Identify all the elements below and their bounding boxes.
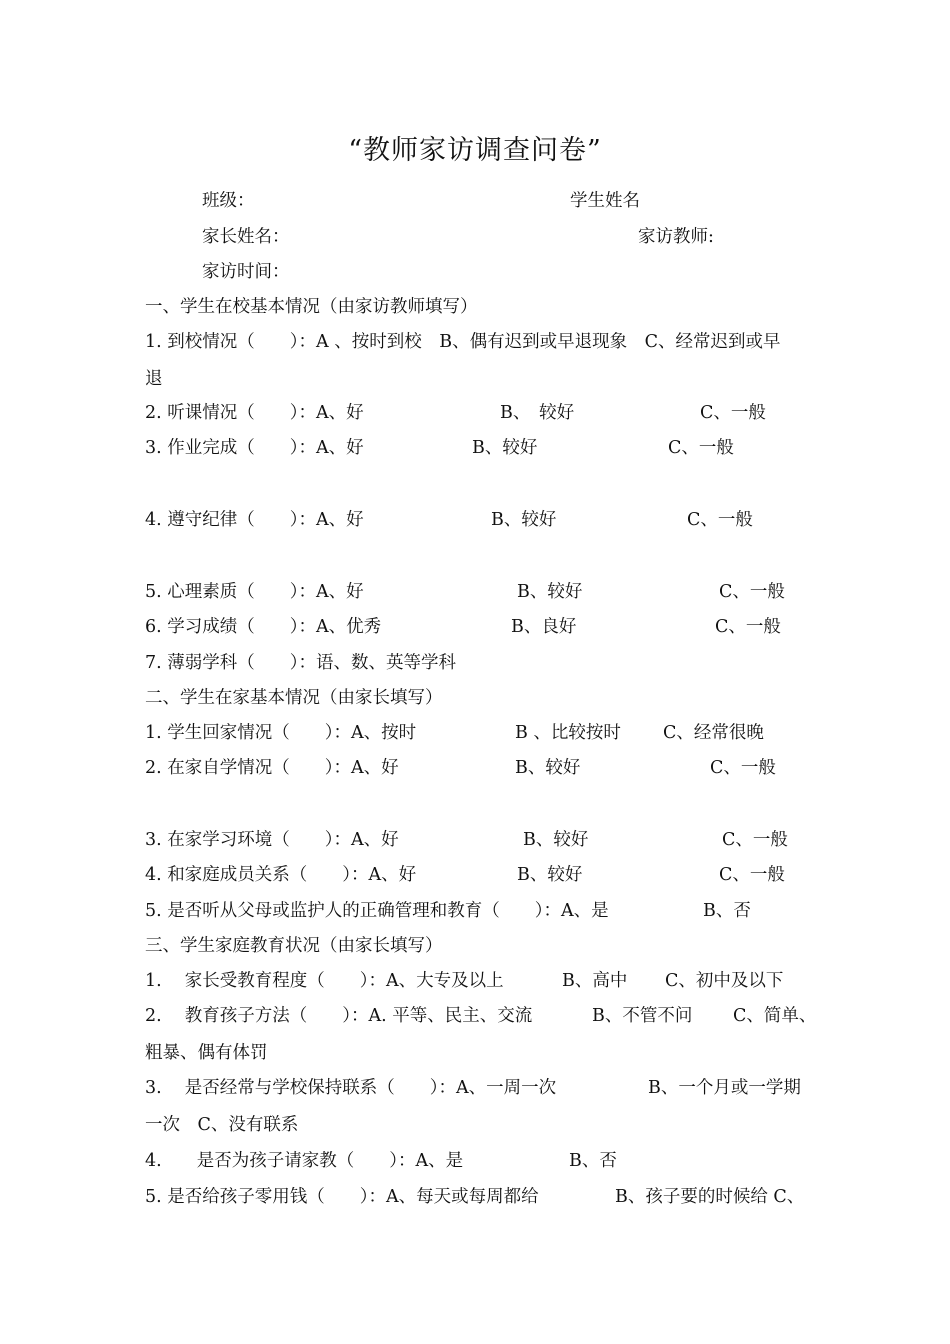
s1-q4-option-c: C、一般 <box>687 510 753 530</box>
s1-q1-cont: 退 <box>145 369 163 389</box>
s2-q2-stem: 2. 在家自学情况（ ）：A、好 <box>145 758 399 778</box>
visiting-teacher-label: 家访教师: <box>638 227 714 247</box>
s3-q2-option-c: C、简单、 <box>733 1006 817 1026</box>
s3-q4-option-b: B、否 <box>569 1151 617 1171</box>
s3-q3-cont: 一次 C、没有联系 <box>145 1115 299 1135</box>
s2-q3-option-b: B、较好 <box>523 830 589 850</box>
student-name-label: 学生姓名 <box>570 191 640 211</box>
parent-name-label: 家长姓名： <box>202 227 290 247</box>
s3-q2-stem: 2. 教育孩子方法（ ）：A. 平等、民主、交流 <box>145 1006 533 1026</box>
s3-q5-stem: 5. 是否给孩子零用钱（ ）：A、每天或每周都给 <box>145 1187 539 1207</box>
s1-q2-stem: 2. 听课情况（ ）：A、好 <box>145 403 364 423</box>
visit-time-label: 家访时间： <box>202 262 290 282</box>
section-2-heading-text: 二、学生在家基本情况（由家长填写） <box>145 688 443 708</box>
s1-q4-stem: 4. 遵守纪律（ ）：A、好 <box>145 510 364 530</box>
s2-q1-option-b: B 、比较按时 <box>515 723 621 743</box>
s3-q2-cont: 粗暴、偶有体罚 <box>145 1043 268 1063</box>
s1-q6-option-b: B、良好 <box>511 617 577 637</box>
s2-q2-option-c: C、一般 <box>710 758 776 778</box>
s2-q3-stem: 3. 在家学习环境（ ）：A、好 <box>145 830 399 850</box>
s2-q5-stem: 5. 是否听从父母或监护人的正确管理和教育（ ）：A、是 <box>145 901 609 921</box>
s2-q2-option-b: B、较好 <box>515 758 581 778</box>
s3-q5-option-b: B、孩子要的时候给 C、 <box>615 1187 805 1207</box>
s2-q1-option-c: C、经常很晚 <box>663 723 764 743</box>
s2-q5-option-b: B、否 <box>703 901 751 921</box>
s1-q3-stem: 3. 作业完成（ ）：A、好 <box>145 438 364 458</box>
section-3-heading-text: 三、学生家庭教育状况（由家长填写） <box>145 936 443 956</box>
s1-q1-text: 1. 到校情况（ ）：A 、按时到校 B、偶有迟到或早退现象 C、经常迟到或早 <box>145 332 781 352</box>
s3-q1-option-c: C、初中及以下 <box>665 971 784 991</box>
s3-q2-option-b: B、不管不问 <box>592 1006 693 1026</box>
s3-q1-stem: 1. 家长受教育程度（ ）：A、大专及以上 <box>145 971 504 991</box>
s1-q5-option-c: C、一般 <box>719 582 785 602</box>
s1-q3-option-c: C、一般 <box>668 438 734 458</box>
s1-q5-option-b: B、较好 <box>517 582 583 602</box>
s1-q4-option-b: B、较好 <box>491 510 557 530</box>
s2-q4-option-c: C、一般 <box>719 865 785 885</box>
class-label: 班级： <box>202 191 255 211</box>
s1-q5-stem: 5. 心理素质（ ）：A、好 <box>145 582 364 602</box>
section-1-heading-text: 一、学生在校基本情况（由家访教师填写） <box>145 297 478 317</box>
s2-q4-stem: 4. 和家庭成员关系（ ）：A、好 <box>145 865 417 885</box>
s2-q4-option-b: B、较好 <box>517 865 583 885</box>
s3-q4-stem: 4. 是否为孩子请家教（ ）：A、是 <box>145 1151 464 1171</box>
s1-q2-option-b: B、 较好 <box>500 403 575 423</box>
document-title: “教师家访调查问卷” <box>348 135 602 166</box>
s3-q1-option-b: B、高中 <box>562 971 628 991</box>
s2-q1-stem: 1. 学生回家情况（ ）：A、按时 <box>145 723 417 743</box>
s1-q7-text: 7. 薄弱学科（ ）：语、数、英等学科 <box>145 653 457 673</box>
s3-q3-stem: 3. 是否经常与学校保持联系（ ）：A、一周一次 <box>145 1078 557 1098</box>
s1-q2-option-c: C、一般 <box>700 403 766 423</box>
s2-q3-option-c: C、一般 <box>722 830 788 850</box>
s3-q3-option-b: B、一个月或一学期 <box>648 1078 801 1098</box>
s1-q3-option-b: B、较好 <box>472 438 538 458</box>
s1-q6-stem: 6. 学习成绩（ ）：A、优秀 <box>145 617 382 637</box>
s1-q6-option-c: C、一般 <box>715 617 781 637</box>
